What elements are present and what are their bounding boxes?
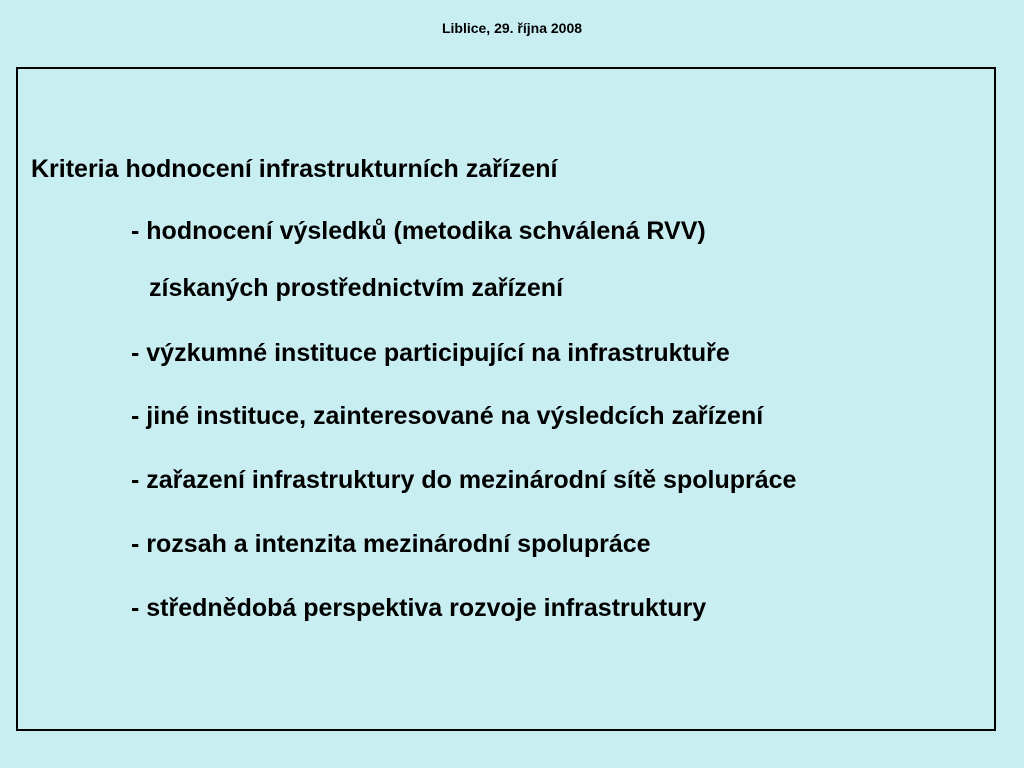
slide-content-frame bbox=[16, 67, 996, 731]
slide-heading: Kriteria hodnocení infrastrukturních zařízení bbox=[31, 155, 558, 183]
criterion-item-results-continuation: získaných prostřednictvím zařízení bbox=[149, 274, 564, 302]
slide-header-date: Liblice, 29. října 2008 bbox=[441, 20, 583, 36]
criterion-item-midterm-perspective: - střednědobá perspektiva rozvoje infrastruktury bbox=[131, 594, 707, 622]
criterion-item-international-network: - zařazení infrastruktury do mezinárodní sítě spolupráce bbox=[131, 466, 797, 494]
criterion-item-interested-institutions: - jiné instituce, zainteresované na výsledcích zařízení bbox=[131, 402, 764, 430]
criterion-item-results: - hodnocení výsledků (metodika schválená RVV) bbox=[131, 217, 706, 245]
criterion-item-cooperation-scope: - rozsah a intenzita mezinárodní spolupráce bbox=[131, 530, 651, 558]
criterion-item-participating-institutions: - výzkumné instituce participující na infrastruktuře bbox=[131, 339, 730, 367]
